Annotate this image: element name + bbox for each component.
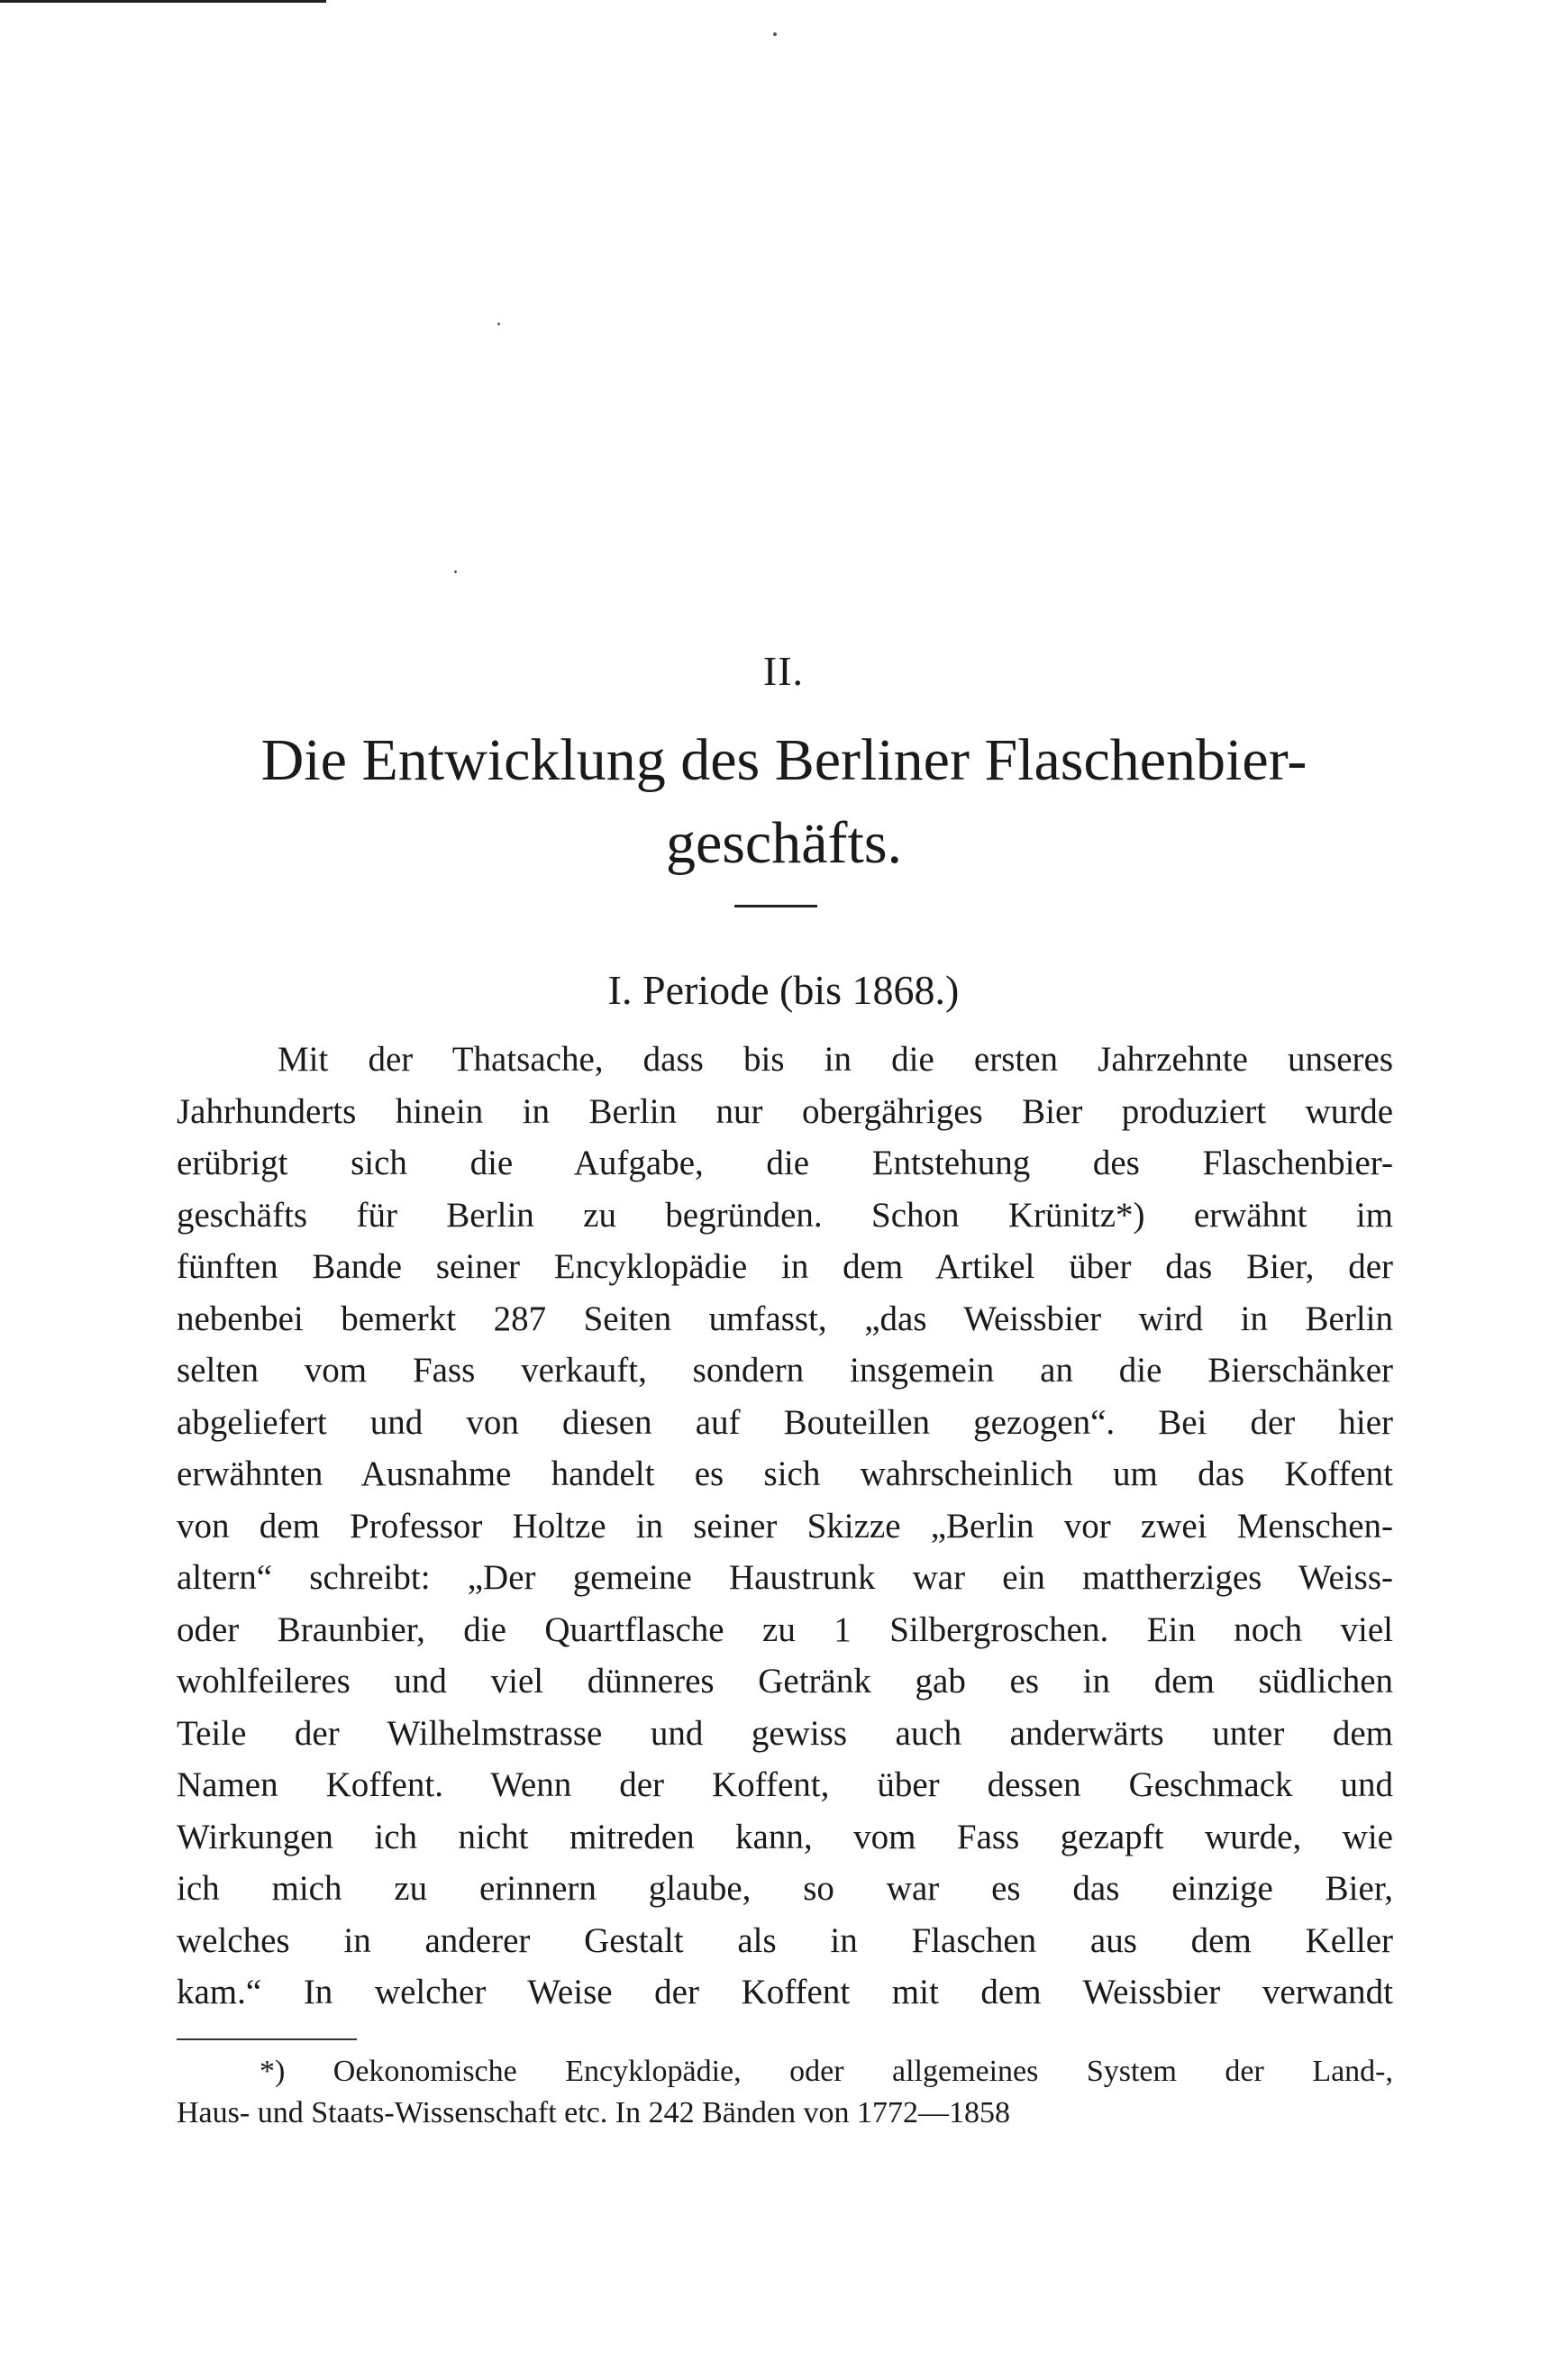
- chapter-title-line-2: geschäfts.: [665, 810, 903, 876]
- print-speck: [773, 32, 777, 36]
- body-line: wohlfeileres und viel dünneres Getränk gab es in dem südlichen: [177, 1662, 1393, 1701]
- body-line: von dem Professor Holtze in seiner Skizze „Berlin vor zwei Menschen-: [177, 1506, 1393, 1546]
- footnote-line: *) Oekonomische Encyklopädie, oder allgemeines System der Land-,: [260, 2055, 1393, 2088]
- section-heading: I. Periode (bis 1868.): [607, 967, 960, 1013]
- print-speck: [497, 323, 500, 325]
- body-line: fünften Bande seiner Encyklopädie in dem Artikel über das Bier, der: [177, 1247, 1393, 1286]
- body-text: [177, 1034, 1393, 2019]
- body-line: geschäfts für Berlin zu begründen. Schon Krünitz*) erwähnt im: [177, 1195, 1393, 1235]
- top-edge-rule: [0, 0, 326, 3]
- body-line: Teile der Wilhelmstrasse und gewiss auch anderwärts unter dem: [177, 1713, 1393, 1753]
- body-line: selten vom Fass verkauft, sondern insgemein an die Bierschänker: [177, 1351, 1393, 1390]
- body-line: erwähnten Ausnahme handelt es sich wahrscheinlich um das Koffent: [177, 1454, 1393, 1493]
- chapter-title: [162, 719, 1406, 885]
- body-line: abgeliefert und von diesen auf Bouteillen gezogen“. Bei der hier: [177, 1402, 1393, 1442]
- body-line: Wirkungen ich nicht mitreden kann, vom Fass gezapft wurde, wie: [177, 1817, 1393, 1856]
- body-line: welches in anderer Gestalt als in Flaschen aus dem Keller: [177, 1920, 1393, 1960]
- body-line: Namen Koffent. Wenn der Koffent, über dessen Geschmack und: [177, 1765, 1393, 1804]
- body-line: ich mich zu erinnern glaube, so war es das einzige Bier,: [177, 1869, 1393, 1908]
- body-line: erübrigt sich die Aufgabe, die Entstehung des Flaschenbier-: [177, 1144, 1393, 1182]
- body-line: altern“ schreibt: „Der gemeine Haustrunk war ein mattherziges Weiss-: [177, 1558, 1393, 1597]
- footnote-line: Haus- und Staats-Wissenschaft etc. In 242 Bänden von 1772—1858: [177, 2096, 1010, 2129]
- chapter-number: II.: [762, 648, 805, 694]
- body-line: Jahrhunderts hinein in Berlin nur obergähriges Bier produziert wurde: [177, 1091, 1393, 1131]
- body-line: Mit der Thatsache, dass bis in die ersten Jahrzehnte unseres: [278, 1040, 1393, 1079]
- footnote-separator: [177, 2038, 357, 2040]
- body-line: oder Braunbier, die Quartflasche zu 1 Silbergroschen. Ein noch viel: [177, 1609, 1393, 1649]
- title-divider: [734, 905, 817, 907]
- body-line: nebenbei bemerkt 287 Seiten umfasst, „das Weissbier wird in Berlin: [177, 1299, 1393, 1338]
- chapter-title-line-1: Die Entwicklung des Berliner Flaschenbier-: [260, 727, 1307, 793]
- print-speck: [454, 570, 457, 573]
- body-line: kam.“ In welcher Weise der Koffent mit dem Weissbier verwandt: [177, 1973, 1393, 2011]
- footnote: [177, 2051, 1393, 2134]
